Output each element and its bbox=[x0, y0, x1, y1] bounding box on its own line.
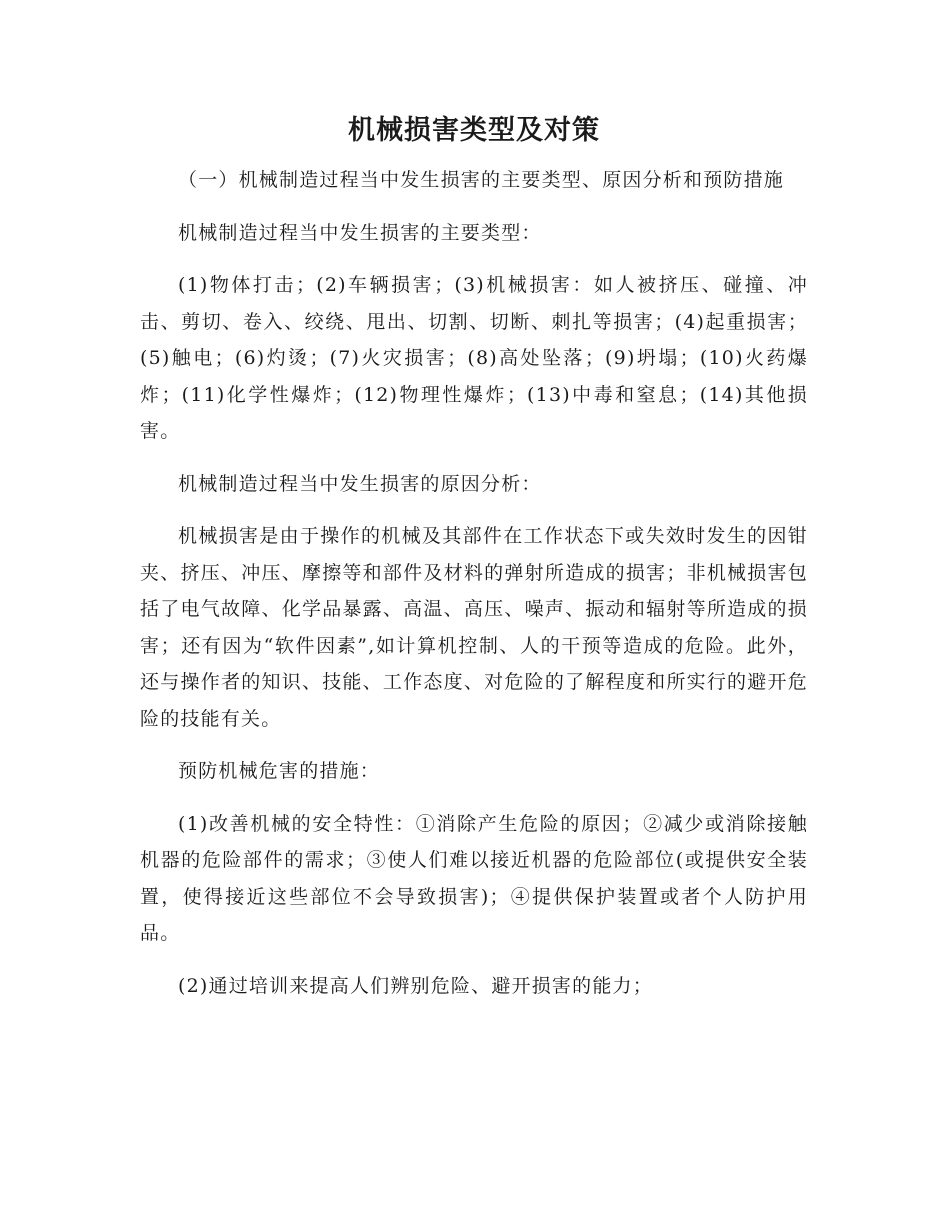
paragraph-causes-body: 机械损害是由于操作的机械及其部件在工作状态下或失效时发生的因钳夹、挤压、冲压、摩擦等和部件及材料的弹射所造成的损害；非机械损害包括了电气故障、化学品暴露、高温、高压、噪声、振动和辐射等所造成的损害；还有因为“软件因素”,如计算机控制、人的干预等造成的危险。此外，还与操作者的知识、技能、工作态度、对危险的了解程度和所实行的避开危险的技能有关。 bbox=[140, 525, 808, 730]
paragraph-causes-heading: 机械制造过程当中发生损害的原因分析： bbox=[178, 472, 542, 495]
paragraph-types-heading: 机械制造过程当中发生损害的主要类型： bbox=[178, 221, 542, 244]
document-page bbox=[140, 108, 808, 1020]
paragraph-measures-heading: 预防机械危害的措施： bbox=[178, 760, 381, 782]
document-title: 机械损害类型及对策 bbox=[348, 115, 600, 146]
paragraph-section-heading: （一）机械制造过程当中发生损害的主要类型、原因分析和预防措施 bbox=[178, 169, 785, 191]
paragraph-measure-2: (2)通过培训来提高人们辨别危险、避开损害的能力； bbox=[178, 974, 653, 997]
paragraph-measure-1: (1)改善机械的安全特性：①消除产生危险的原因；②减少或消除接触机器的危险部件的需求；③使人们难以接近机器的危险部位(或提供安全装置，使得接近这些部位不会导致损害)；④提供保护装置或者个人防护用品。 bbox=[140, 812, 808, 944]
paragraph-types-list: (1)物体打击；(2)车辆损害；(3)机械损害：如人被挤压、碰撞、冲击、剪切、卷入、绞绕、甩出、切割、切断、刺扎等损害；(4)起重损害；(5)触电；(6)灼烫；(7)火灾损害；(8)高处坠落；(9)坍塌；(10)火药爆炸；(11)化学性爆炸；(12)物理性爆炸；(13)中毒和窒息；(14)其他损害。 bbox=[140, 274, 808, 442]
